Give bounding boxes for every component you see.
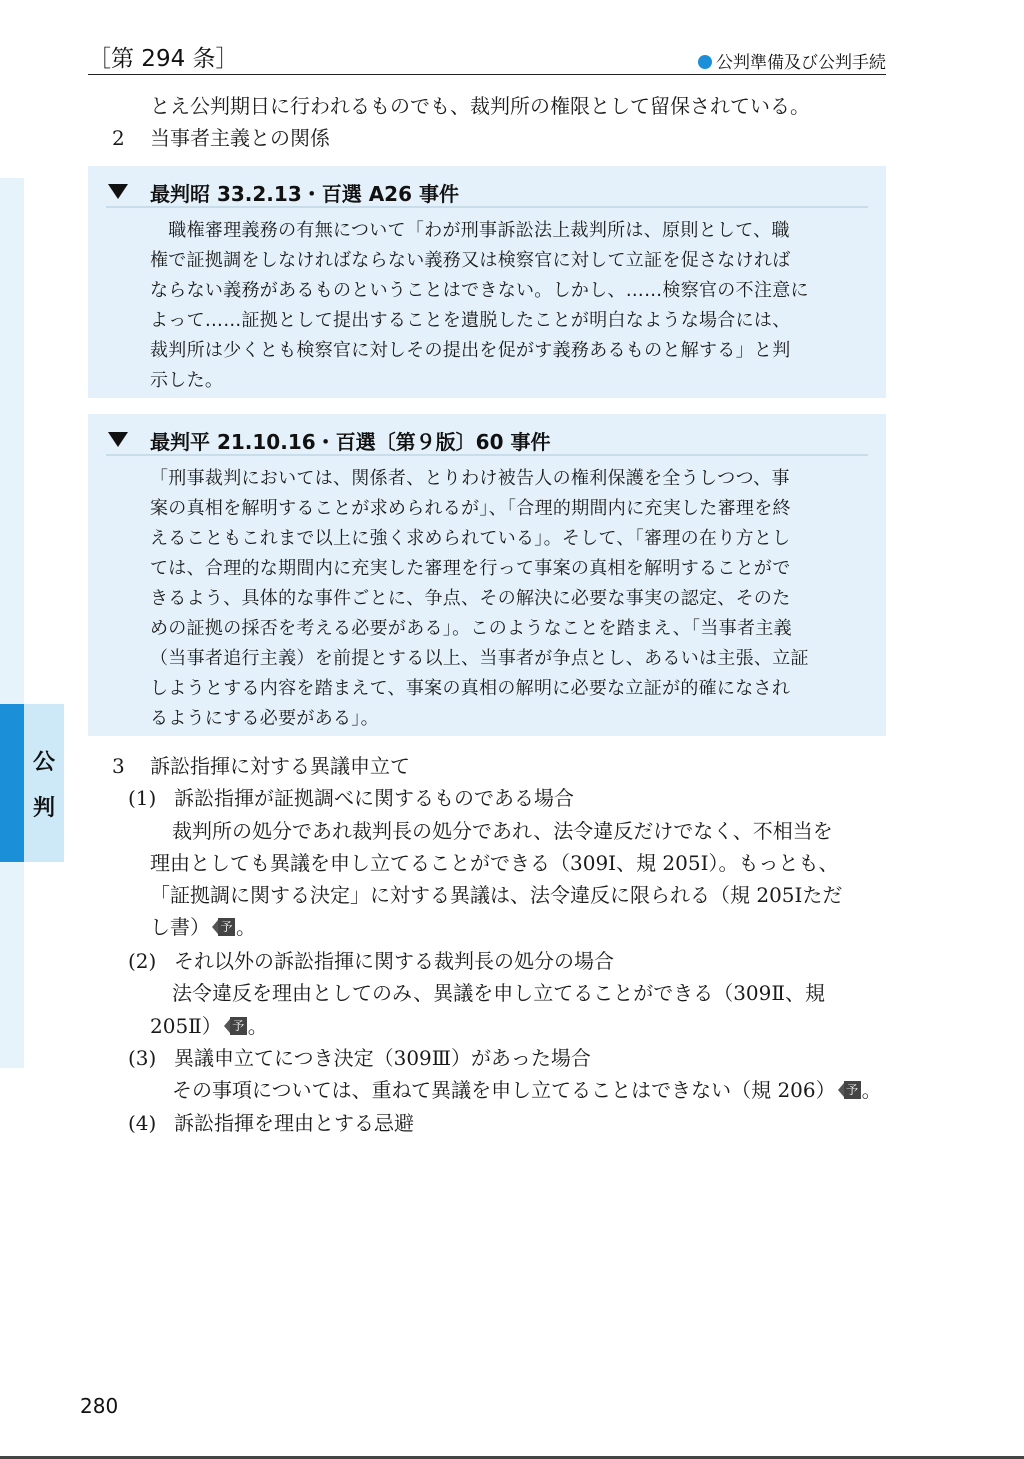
yobi-label: 予 [218, 918, 235, 936]
case-box-1-title: 最判昭 33.2.13・百選 A26 事件 [150, 182, 459, 206]
side-index-tab [0, 704, 64, 862]
case-box-2-line: えることもこれまで以上に強く求められている」。そして、「審理の在り方とし [150, 528, 791, 549]
article-number: ［第 294 条］ [88, 46, 239, 72]
case-box-1-line: 権で証拠調をしなければならない義務又は検察官に対して立証を促さなければ [150, 250, 791, 271]
case-box-1-line: 裁判所は少くとも検察官に対しその提出を促がす義務あるものと解する」と判 [150, 340, 791, 361]
side-tab-label [28, 740, 60, 832]
continuation-line: とえ公判期日に行われるものでも、裁判所の権限として留保されている。 [150, 94, 810, 118]
page-header [88, 38, 886, 75]
item-3-tail: 。 [861, 1078, 882, 1102]
item-2-number: (2) [128, 949, 157, 973]
triangle-down-icon [108, 432, 128, 447]
item-4-title: 訴訟指揮を理由とする忌避 [174, 1111, 414, 1135]
case-box-1-line: 職権審理義務の有無について「わが刑事訴訟法上裁判所は、原則として、職 [150, 220, 790, 241]
case-box-2 [88, 414, 886, 736]
yobi-label: 予 [844, 1081, 861, 1099]
item-1-number: (1) [128, 786, 157, 810]
chapter-title [698, 48, 886, 73]
yobi-mark-icon [224, 1017, 248, 1035]
item-2-last-line [150, 1010, 268, 1042]
case-box-2-line: しようとする内容を踏まえて、事案の真相の解明に必要な立証が的確になされ [150, 678, 791, 699]
item-1-line: し書） [150, 915, 210, 939]
case-box-1 [88, 166, 886, 398]
chapter-dot-icon [698, 55, 712, 69]
case-box-1-line: ならない義務があるものということはできない。しかし、……検察官の不注意に [150, 280, 809, 301]
yobi-mark-icon [838, 1081, 862, 1099]
section-3-number: 3 [112, 754, 125, 778]
yobi-mark-icon [212, 918, 236, 936]
section-2-title: 当事者主義との関係 [150, 126, 330, 150]
item-1-line: 「証拠調に関する決定」に対する異議は、法令違反に限られる（規 205Ⅰただ [150, 883, 843, 907]
case-box-1-header [106, 178, 868, 208]
section-2-number: 2 [112, 126, 125, 150]
item-1-last-line [150, 911, 256, 943]
section-3-title: 訴訟指揮に対する異議申立て [150, 754, 410, 778]
chapter-title-text: 公判準備及び公判手続 [716, 53, 886, 73]
case-box-2-header [106, 426, 868, 456]
item-1-line: 理由としても異議を申し立てることができる（309Ⅰ、規 205Ⅰ）。もっとも、 [150, 851, 839, 875]
case-box-2-line: 「刑事裁判においては、関係者、とりわけ被告人の権利保護を全うしつつ、事 [150, 468, 790, 489]
case-box-2-line: 案の真相を解明することが求められるが」、「合理的期間内に充実した審理を終 [150, 498, 791, 519]
item-2-line: 法令違反を理由としてのみ、異議を申し立てることができる（309Ⅱ、規 [172, 981, 825, 1005]
case-box-1-line: よって……証拠として提出することを遺脱したことが明白なような場合には、 [150, 310, 791, 331]
page-number: 280 [80, 1394, 119, 1418]
triangle-down-icon [108, 184, 128, 199]
case-box-2-line: （当事者追行主義）を前提とする以上、当事者が争点とし、あるいは主張、立証 [150, 648, 809, 669]
case-box-2-title: 最判平 21.10.16・百選〔第９版〕60 事件 [150, 430, 551, 454]
item-3-line: その事項については、重ねて異議を申し立てることはできない（規 206） [172, 1078, 836, 1102]
case-box-2-line: めの証拠の採否を考える必要がある」。このようなことを踏まえ、「当事者主義 [150, 618, 792, 639]
yobi-label: 予 [230, 1017, 247, 1035]
item-2-title: それ以外の訴訟指揮に関する裁判長の処分の場合 [174, 949, 614, 973]
item-3-last-line [172, 1074, 882, 1106]
item-1-tail: 。 [236, 915, 256, 939]
case-box-2-line: るようにする必要がある」。 [150, 708, 379, 729]
item-1-title: 訴訟指揮が証拠調べに関するものである場合 [174, 786, 574, 810]
case-box-1-line: 示した。 [150, 370, 224, 391]
item-3-title: 異議申立てにつき決定（309Ⅲ）があった場合 [174, 1046, 591, 1070]
item-4-number: (4) [128, 1111, 157, 1135]
side-margin-band [0, 178, 24, 1068]
side-tab-bar [0, 704, 24, 862]
item-2-tail: 。 [247, 1014, 268, 1038]
item-2-line: 205Ⅱ） [150, 1014, 222, 1038]
side-tab-char-2: 判 [32, 796, 55, 821]
item-3-number: (3) [128, 1046, 157, 1070]
case-box-2-line: ては、合理的な期間内に充実した審理を行って事案の真相を解明することがで [150, 558, 791, 579]
item-1-line: 裁判所の処分であれ裁判長の処分であれ、法令違反だけでなく、不相当を [172, 819, 833, 843]
case-box-2-line: きるよう、具体的な事件ごとに、争点、その解決に必要な事実の認定、そのた [150, 588, 791, 609]
side-tab-char-1: 公 [32, 750, 55, 775]
